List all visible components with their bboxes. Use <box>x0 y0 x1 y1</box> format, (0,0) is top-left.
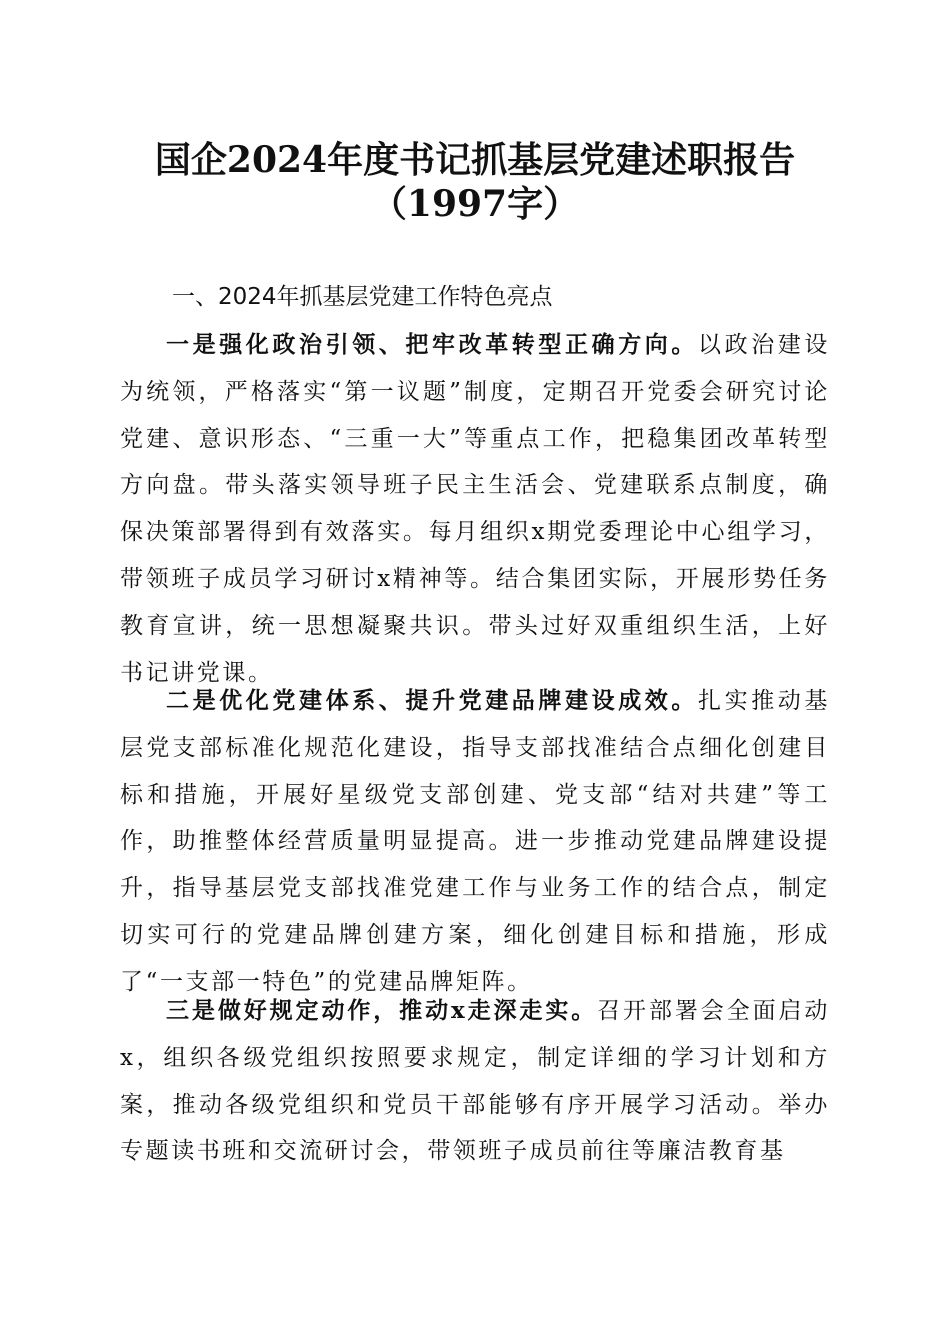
document-title: 国企2024年度书记抓基层党建述职报告 <box>154 139 796 181</box>
paragraph-1-lead: 一是强化政治引领、把牢改革转型正确方向。 <box>166 331 698 358</box>
paragraph-1 <box>120 322 830 696</box>
section-heading: 一、2024年抓基层党建工作特色亮点 <box>172 284 553 310</box>
paragraph-3-body: 召开部署会全面启动x，组织各级党组织按照要求规定，制定详细的学习计划和方案，推动各级党组织和党员干部能够有序开展学习活动。举办专题读书班和交流研讨会，带领班子成员前往等廉洁教育基 <box>120 998 830 1165</box>
document-subtitle-word-count: （1997字） <box>370 183 580 225</box>
paragraph-2-lead: 二是优化党建体系、提升党建品牌建设成效。 <box>166 687 698 714</box>
paragraph-2 <box>120 678 830 1006</box>
paragraph-3-lead: 三是做好规定动作，推动x走深走实。 <box>166 997 598 1024</box>
paragraph-3 <box>120 988 830 1175</box>
paragraph-1-body: 以政治建设为统领，严格落实“第一议题”制度，定期召开党委会研究讨论党建、意识形态、“三重一大”等重点工作，把稳集团改革转型方向盘。带头落实领导班子民主生活会、党建联系点制度，确保决策部署得到有效落实。每月组织x期党委理论中心组学习，带领班子成员学习研讨x精神等。结合集团实际，开展形势任务教育宣讲，统一思想凝聚共识。带头过好双重组织生活，上好书记讲党课。 <box>120 332 830 686</box>
paragraph-2-body: 扎实推动基层党支部标准化规范化建设，指导支部找准结合点细化创建目标和措施，开展好星级党支部创建、党支部“结对共建”等工作，助推整体经营质量明显提高。进一步推动党建品牌建设提升，指导基层党支部找准党建工作与业务工作的结合点，制定切实可行的党建品牌创建方案，细化创建目标和措施，形成了“一支部一特色”的党建品牌矩阵。 <box>120 688 830 995</box>
